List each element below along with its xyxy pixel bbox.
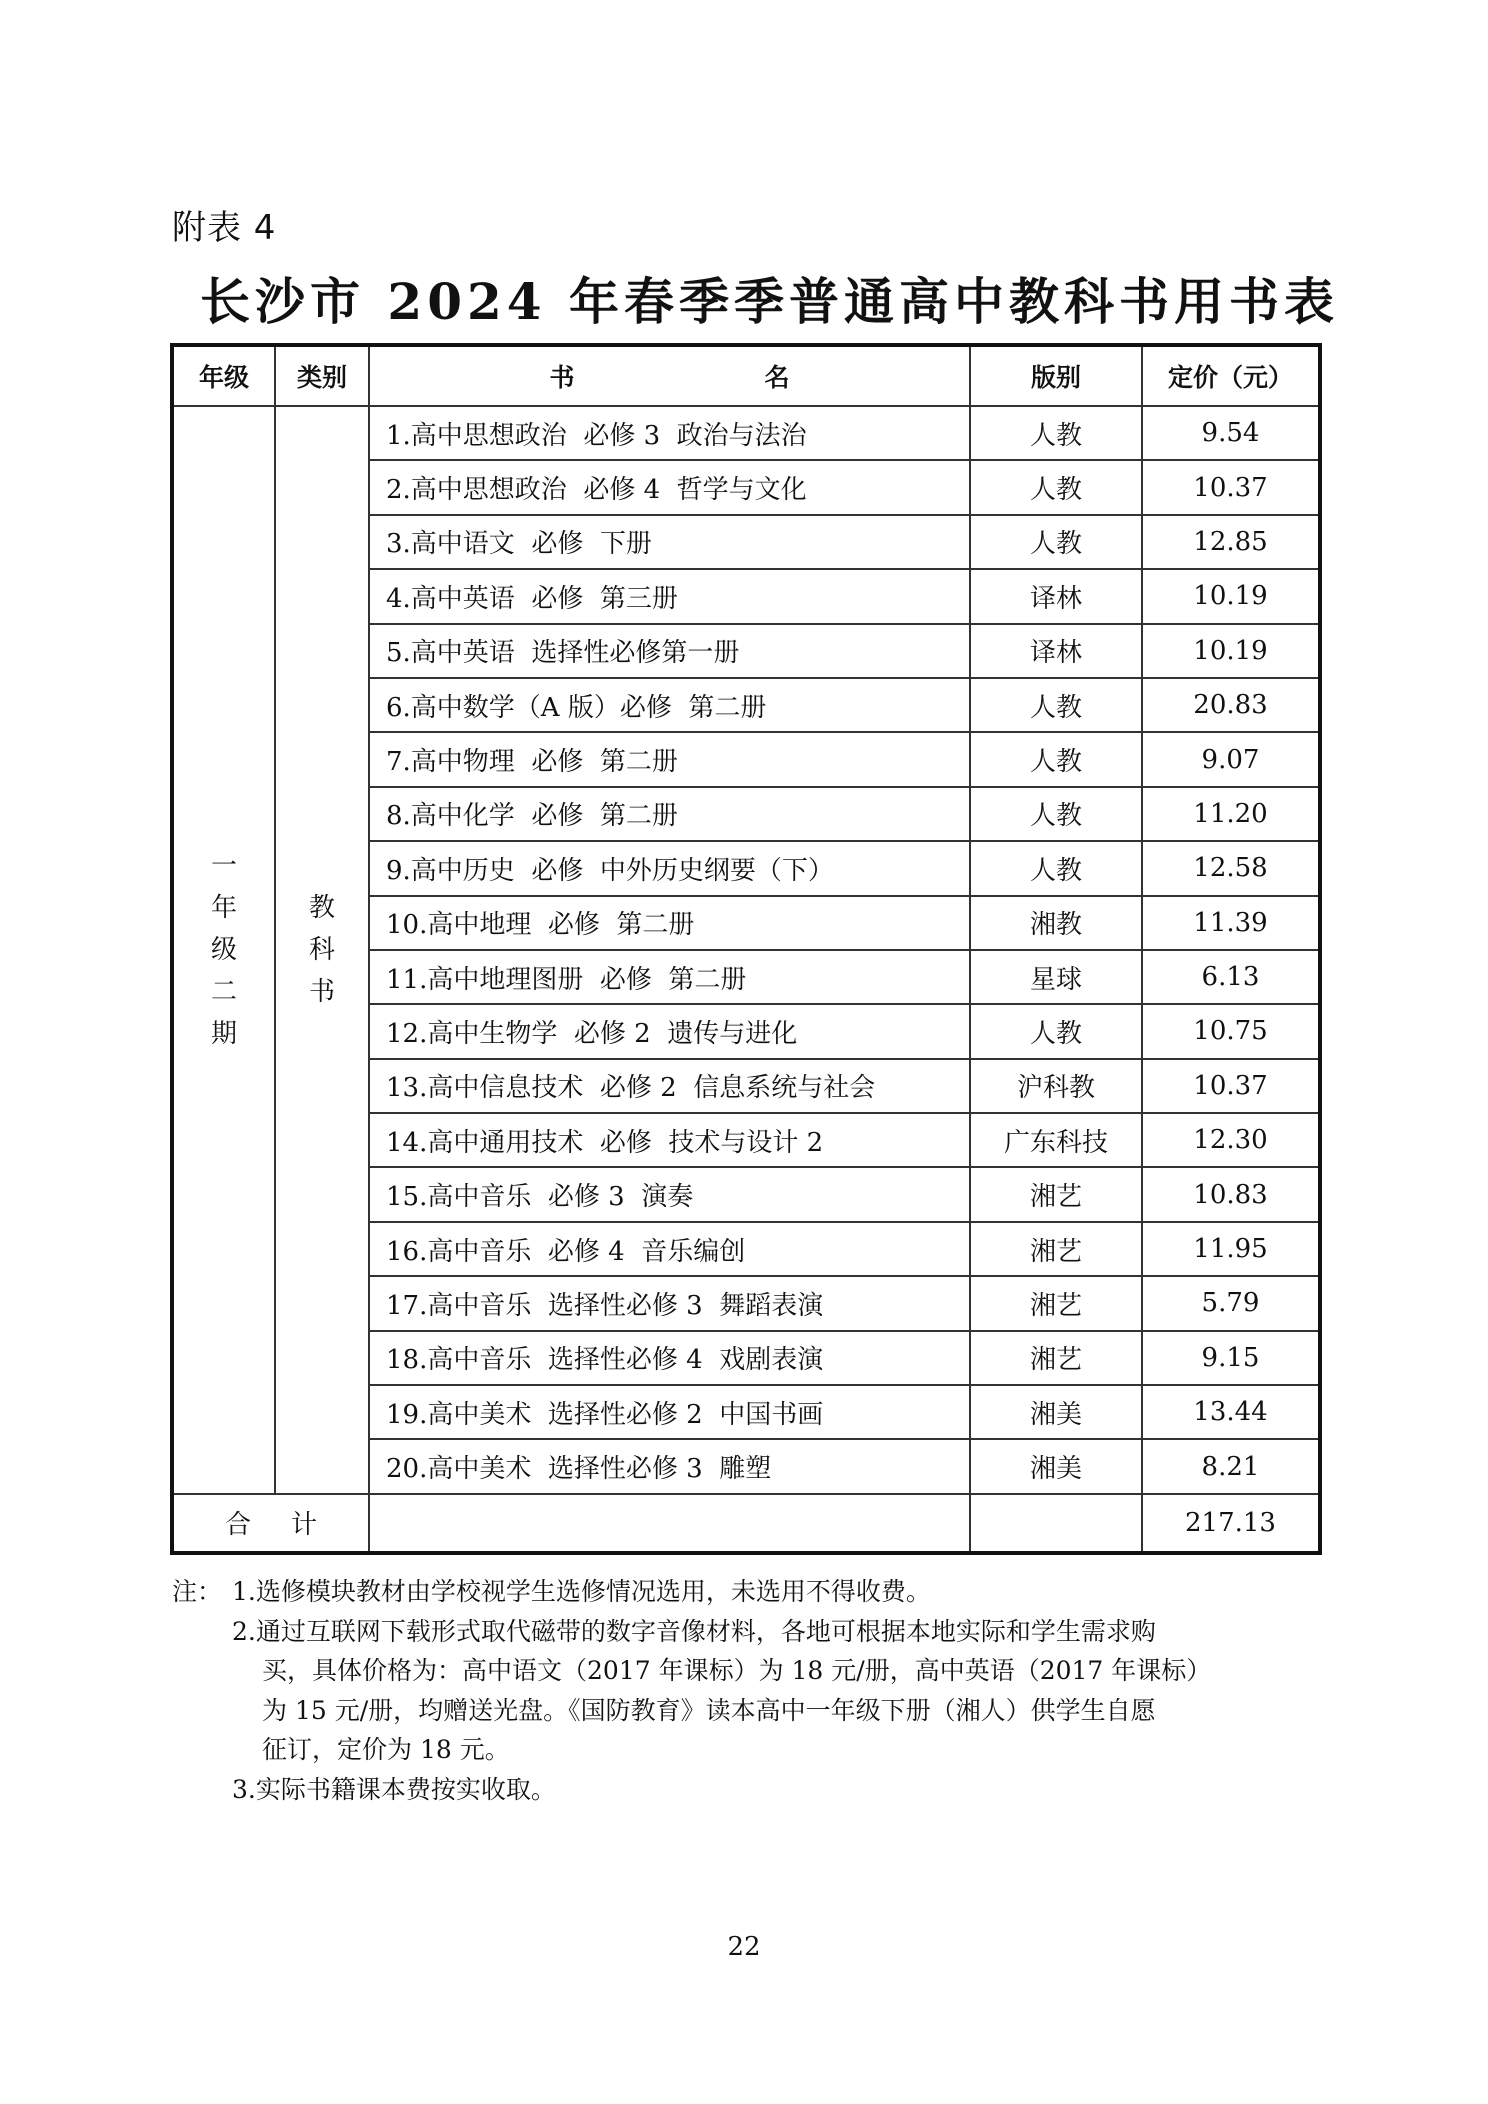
- book-name: 10.高中地理 必修 第二册: [369, 896, 970, 950]
- grade-cell: [172, 406, 275, 1494]
- book-name: 6.高中数学（A 版）必修 第二册: [369, 678, 970, 732]
- note-2-line-1: 2.通过互联网下载形式取代磁带的数字音像材料，各地可根据本地实际和学生需求购: [232, 1616, 1156, 1646]
- book-price: 12.85: [1142, 515, 1320, 569]
- book-price: 10.37: [1142, 1059, 1320, 1113]
- total-edition-cell: [970, 1494, 1142, 1553]
- book-edition: 星球: [970, 950, 1142, 1004]
- total-row: [172, 1494, 1320, 1553]
- grade-char: 一: [210, 850, 237, 881]
- book-edition: 人教: [970, 1004, 1142, 1058]
- total-name-cell: [369, 1494, 970, 1553]
- total-label: 合计: [172, 1494, 369, 1553]
- book-name: 11.高中地理图册 必修 第二册: [369, 950, 970, 1004]
- book-price: 11.39: [1142, 896, 1320, 950]
- category-cell: [275, 406, 369, 1494]
- book-price: 13.44: [1142, 1385, 1320, 1439]
- book-name: 19.高中美术 选择性必修 2 中国书画: [369, 1385, 970, 1439]
- book-price: 12.58: [1142, 841, 1320, 895]
- book-price: 5.79: [1142, 1276, 1320, 1330]
- book-edition: 人教: [970, 406, 1142, 460]
- book-price: 10.37: [1142, 460, 1320, 514]
- book-price: 10.75: [1142, 1004, 1320, 1058]
- category-char: 科: [308, 934, 335, 965]
- book-price: 20.83: [1142, 678, 1320, 732]
- book-price: 6.13: [1142, 950, 1320, 1004]
- header-price: 定价（元）: [1142, 345, 1320, 406]
- book-edition: 广东科技: [970, 1113, 1142, 1167]
- table-row: [172, 406, 1320, 460]
- grade-char: 二: [210, 976, 237, 1007]
- book-edition: 湘美: [970, 1439, 1142, 1493]
- category-char: 教: [308, 892, 335, 923]
- book-edition: 湘艺: [970, 1167, 1142, 1221]
- book-edition: 人教: [970, 732, 1142, 786]
- book-name: 3.高中语文 必修 下册: [369, 515, 970, 569]
- note-1-text: 1.选修模块教材由学校视学生选修情况选用，未选用不得收费。: [232, 1577, 931, 1606]
- book-edition: 湘教: [970, 896, 1142, 950]
- book-price: 10.19: [1142, 624, 1320, 678]
- notes-prefix: 注：: [172, 1577, 223, 1606]
- book-name: 4.高中英语 必修 第三册: [369, 569, 970, 623]
- grade-char: 期: [210, 1018, 237, 1049]
- book-edition: 人教: [970, 460, 1142, 514]
- book-name: 5.高中英语 选择性必修第一册: [369, 624, 970, 678]
- book-edition: 人教: [970, 841, 1142, 895]
- book-name: 17.高中音乐 选择性必修 3 舞蹈表演: [369, 1276, 970, 1330]
- page-title: 长沙市 2024 年春季季普通高中教科书用书表: [200, 272, 1339, 331]
- book-name: 16.高中音乐 必修 4 音乐编创: [369, 1222, 970, 1276]
- table-header-row: [172, 345, 1320, 406]
- book-price: 11.20: [1142, 787, 1320, 841]
- book-price: 11.95: [1142, 1222, 1320, 1276]
- page-number: 22: [727, 1932, 761, 1962]
- book-edition: 湘艺: [970, 1331, 1142, 1385]
- grade-char: 级: [210, 934, 237, 965]
- total-price: 217.13: [1142, 1494, 1320, 1553]
- book-price: 9.54: [1142, 406, 1320, 460]
- book-name: 7.高中物理 必修 第二册: [369, 732, 970, 786]
- header-book-name: [369, 345, 970, 406]
- note-2-line-4: 征订，定价为 18 元。: [262, 1735, 510, 1764]
- header-category: 类别: [275, 345, 369, 406]
- book-price: 9.07: [1142, 732, 1320, 786]
- book-name: 20.高中美术 选择性必修 3 雕塑: [369, 1439, 970, 1493]
- note-2-line-3: 为 15 元/册，均赠送光盘。《国防教育》读本高中一年级下册（湘人）供学生自愿: [262, 1695, 1156, 1725]
- header-edition: 版别: [970, 345, 1142, 406]
- header-book-name-char-2: 名: [764, 363, 790, 392]
- category-char: 书: [308, 976, 335, 1007]
- book-name: 9.高中历史 必修 中外历史纲要（下）: [369, 841, 970, 895]
- book-edition: 人教: [970, 678, 1142, 732]
- book-edition: 湘艺: [970, 1222, 1142, 1276]
- book-name: 15.高中音乐 必修 3 演奏: [369, 1167, 970, 1221]
- header-grade: 年级: [172, 345, 275, 406]
- header-book-name-char-1: 书: [549, 363, 575, 392]
- grade-char: 年: [210, 892, 237, 923]
- book-name: 18.高中音乐 选择性必修 4 戏剧表演: [369, 1331, 970, 1385]
- book-edition: 人教: [970, 515, 1142, 569]
- book-price: 10.19: [1142, 569, 1320, 623]
- book-edition: 人教: [970, 787, 1142, 841]
- book-name: 8.高中化学 必修 第二册: [369, 787, 970, 841]
- book-name: 13.高中信息技术 必修 2 信息系统与社会: [369, 1059, 970, 1113]
- book-edition: 沪科教: [970, 1059, 1142, 1113]
- textbook-table: [170, 343, 1322, 1555]
- book-name: 14.高中通用技术 必修 技术与设计 2: [369, 1113, 970, 1167]
- appendix-label: 附表 4: [172, 208, 277, 248]
- note-2-line-2: 买，具体价格为：高中语文（2017 年课标）为 18 元/册，高中英语（2017 年课标）: [262, 1656, 1212, 1685]
- book-name: 12.高中生物学 必修 2 遗传与进化: [369, 1004, 970, 1058]
- book-name: 1.高中思想政治 必修 3 政治与法治: [369, 406, 970, 460]
- notes-section: [172, 1572, 1318, 1809]
- book-price: 8.21: [1142, 1439, 1320, 1493]
- book-price: 9.15: [1142, 1331, 1320, 1385]
- book-edition: 湘美: [970, 1385, 1142, 1439]
- book-price: 12.30: [1142, 1113, 1320, 1167]
- book-name: 2.高中思想政治 必修 4 哲学与文化: [369, 460, 970, 514]
- book-edition: 湘艺: [970, 1276, 1142, 1330]
- note-3: 3.实际书籍课本费按实收取。: [232, 1774, 556, 1804]
- note-1: [172, 1572, 1318, 1612]
- book-edition: 译林: [970, 569, 1142, 623]
- book-edition: 译林: [970, 624, 1142, 678]
- book-price: 10.83: [1142, 1167, 1320, 1221]
